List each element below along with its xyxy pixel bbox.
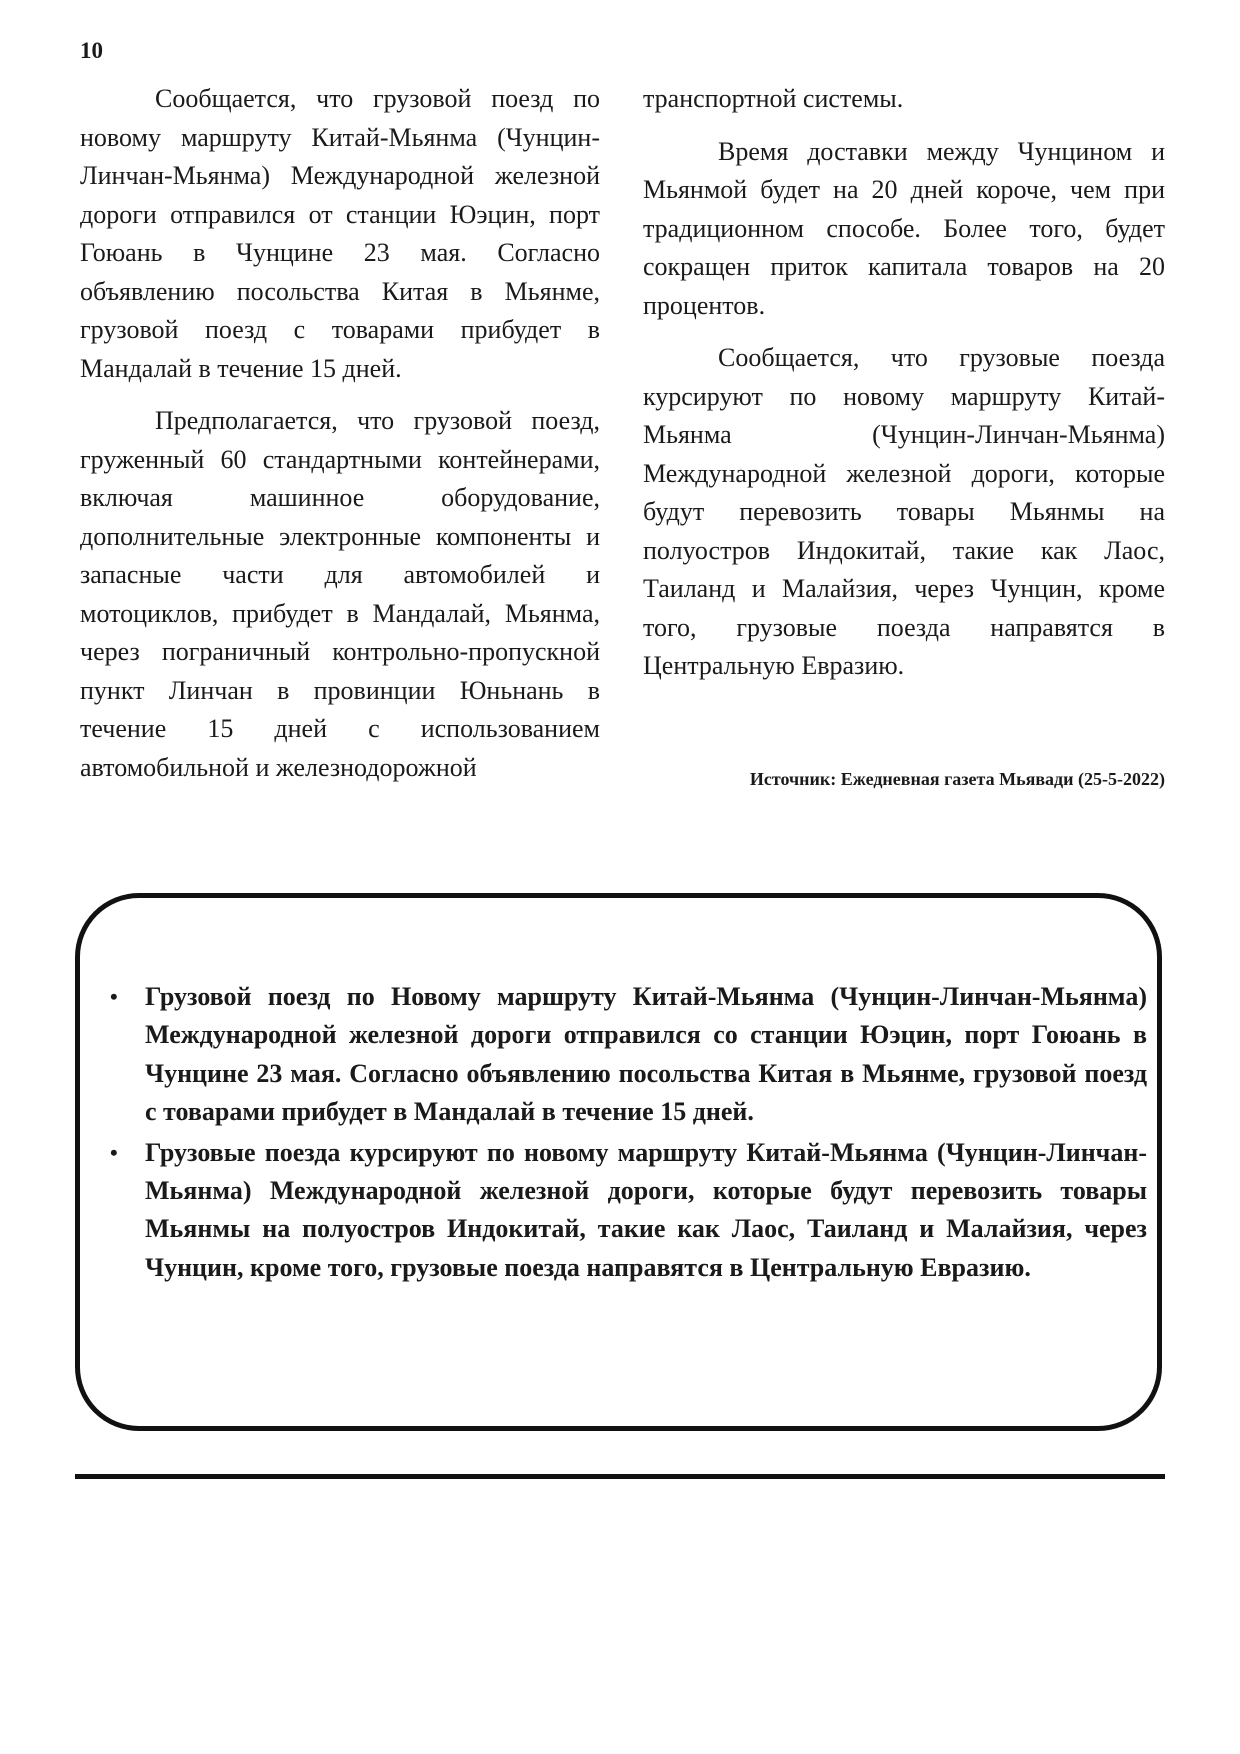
summary-item-text: Грузовой поезд по Новому маршруту Китай-Мьянма (Чунцин-Линчан-Мьянма) Международной железной дороги отправился со станции Юэцин, порт Гоюань в Чунцине 23 мая. Согласно объявлению посольства Китая в Мьянме, грузовой поезд с товарами прибудет в Мандалай в течение 15 дней. [145,982,1147,1127]
paragraph: Предполагается, что грузовой поезд, груженный 60 стандартными контейнерами, включая машинное оборудование, дополнительные электронные компоненты и запасные части для автомобилей и мотоциклов, прибудет в Мандалай, Мьянма, через пограничный контрольно-пропускной пункт Линчан в провинции Юньнань в течение 15 дней с использованием автомобильной и железнодорожной [80,406,600,782]
bullet-icon: • [110,1139,118,1165]
summary-list [110,978,1147,1289]
summary-item [110,978,1147,1132]
summary-item-text: Грузовые поезда курсируют по новому маршруту Китай-Мьянма (Чунцин-Линчан-Мьянма) Международной железной дороги, которые будут перевозить товары Мьянмы на полуостров Индокитай, такие как Лаос, Таиланд и Малайзия, через Чунцин, кроме того, грузовые поезда направятся в Центральную Евразию. [145,1137,1147,1282]
paragraph: Сообщается, что грузовые поезда курсируют по новому маршруту Китай-Мьянма (Чунцин-Линчан-Мьянма) Международной железной дороги, которые будут перевозить товары Мьянмы на полуостров Индокитай, такие как Лаос, Таиланд и Малайзия, через Чунцин, кроме того, грузовые поезда направятся в Центральную Евразию. [643,343,1165,680]
summary-item [110,1134,1147,1288]
horizontal-divider [75,1474,1165,1479]
paragraph: транспортной системы. [643,84,904,113]
source-citation: Источник: Ежедневная газета Мьявади (25-5-2022) [749,769,1165,789]
article-left-column [80,80,600,801]
summary-box [75,893,1162,1431]
bullet-icon: • [110,984,118,1009]
article-right-column [643,80,1165,700]
page-number: 10 [80,38,103,63]
paragraph: Время доставки между Чунцином и Мьянмой будет на 20 дней короче, чем при традиционном способе. Более того, будет сокращен приток капитала товаров на 20 процентов. [643,136,1165,320]
paragraph: Сообщается, что грузовой поезд по новому маршруту Китай-Мьянма (Чунцин-Линчан-Мьянма) Международной железной дороги отправился от станции Юэцин, порт Гоюань в Чунцине 23 мая. Согласно объявлению посольства Китая в Мьянме, грузовой поезд с товарами прибудет в Мандалай в течение 15 дней. [80,84,600,383]
